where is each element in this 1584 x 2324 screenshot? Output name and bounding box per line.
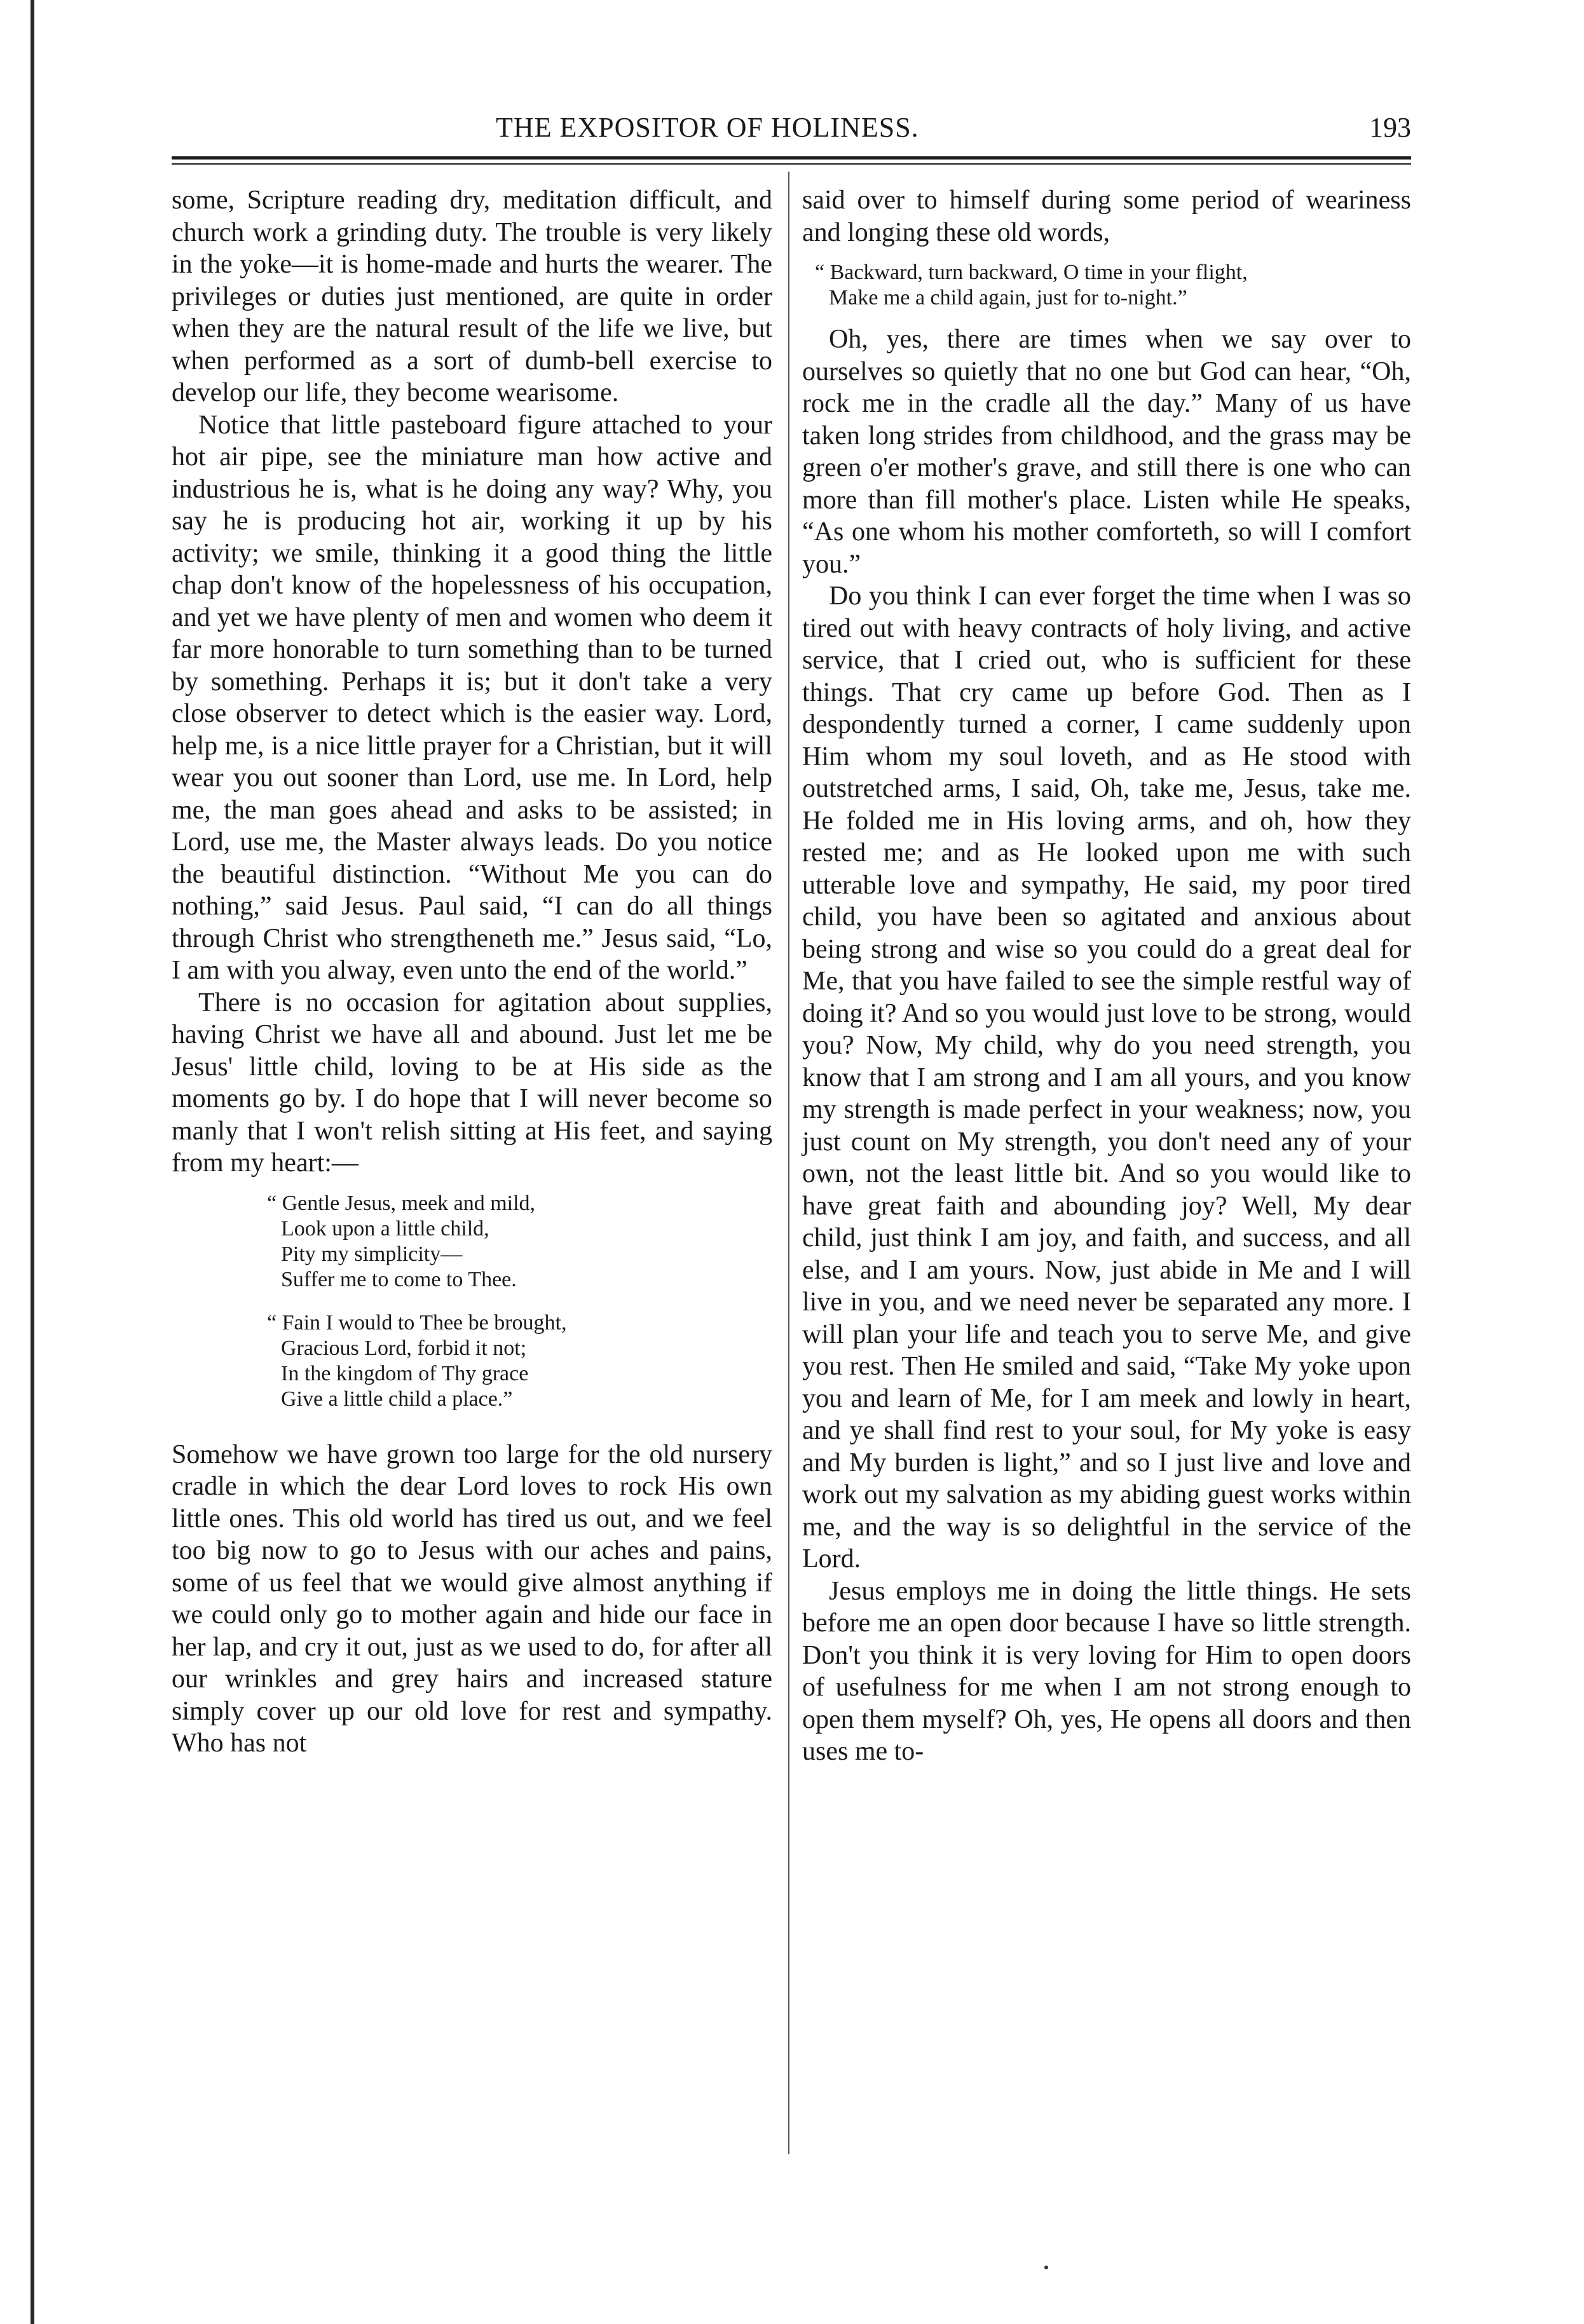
verse-line: “ Backward, turn backward, O time in your flight, (815, 261, 1248, 284)
right-paragraph-4: Jesus employs me in doing the little things. He sets before me an open door because I have so little strength. Don't you think it is very loving for Him to open doors of usefulness for me when I am not strong enough to open them myself? Oh, yes, He opens all doors and then uses me to- (802, 1576, 1411, 1766)
hymn-stanza-1 (172, 1191, 772, 1412)
verse-line: Suffer me to come to Thee. (281, 1267, 517, 1291)
right-paragraph-3: Do you think I can ever forget the time when I was so tired out with heavy contracts of holy living, and active service, that I cried out, who is sufficient for these things. That cry came up before God. Then as I despondently turned a corner, I came suddenly upon Him whom my soul loveth, and as He stood with outstretched arms, I said, Oh, take me, Jesus, take me. He folded me in His loving arms, and oh, how they rested me; and as He looked upon me with such utterable love and sympathy, He said, my poor tired child, you have been so agitated and anxious about being strong and wise so you could do a great deal for Me, that you have failed to see the simple restful way of doing it? And so you would just love to be strong, would you? Now, My child, why do you need strength, you know that I am strong and I am all yours, and you know my strength is made perfect in your weakness; now, you just count on My strength, you don't need any of your own, not the least little bit. And so you would like to have great faith and abounding joy? Well, My dear child, just think I am joy, and faith, and success, and all else, and I am yours. Now, just abide in Me and I will live in you, and we need never be separated any more. I will plan your life and teach you to serve Me, and give you rest. Then He smiled and said, “Take My yoke upon you and learn of Me, for I am meek and lowly in heart, and ye shall find rest to your soul, for My yoke is easy and My burden is light,” and so I just live and love and work out my salvation as my abiding guest works within me, and the way is so delightful in the service of the Lord. (802, 581, 1411, 1573)
page-header (172, 111, 1411, 149)
header-rule-thin (172, 163, 1411, 165)
left-paragraph-3: There is no occasion for agitation about supplies, having Christ we have all and abound. Just let me be Jesus' little child, loving to be at His side as the moments go by. I do hope that I will never become so manly that I won't relish sitting at His feet, and saying from my heart:— (172, 988, 772, 1178)
print-speck (1044, 2266, 1048, 2269)
running-title: THE EXPOSITOR OF HOLINESS. (496, 112, 919, 143)
verse-line: Make me a child again, just for to-night.” (829, 286, 1187, 309)
left-paragraph-2: Notice that little pasteboard figure attached to your hot air pipe, see the miniature man how active and industrious he is, what is he doing any way? Why, you say he is producing hot air, working it up by his activity; we smile, thinking it a good thing the little chap don't know of the hopelessness of his occupation, and yet we have plenty of men and women who deem it far more honorable to turn something than to be turned by something. Perhaps it is; but it don't take a very close observer to detect which is the easier way. Lord, help me, is a nice little prayer for a Christian, but it will wear you out sooner than Lord, use me. In Lord, help me, the man goes ahead and asks to be assisted; in Lord, use me, the Master always leads. Do you notice the beautiful distinction. “Without Me you can do nothing,” said Jesus. Paul said, “I can do all things through Christ who strengtheneth me.” Jesus said, “Lo, I am with you alway, even unto the end of the world.” (172, 410, 772, 985)
verse-line: Pity my simplicity— (281, 1242, 463, 1266)
left-column (172, 184, 772, 1760)
column-divider (788, 172, 789, 2154)
page-spine-edge (31, 0, 34, 2324)
page-number: 193 (1369, 112, 1411, 143)
verse-line: In the kingdom of Thy grace (281, 1361, 529, 1385)
verse-line: Give a little child a place.” (281, 1387, 513, 1411)
left-paragraph-1: some, Scripture reading dry, meditation difficult, and church work a grinding duty. The trouble is very likely in the yoke—it is home-made and hurts the wearer. The privileges or duties just mentioned, are quite in order when they are the natural result of the life we live, but when performed as a sort of dumb-bell exercise to develop our life, they become wearisome. (172, 186, 772, 407)
verse-line: “ Gentle Jesus, meek and mild, (267, 1191, 536, 1215)
verse-line: “ Fain I would to Thee be brought, (267, 1310, 567, 1335)
verse-line: Look upon a little child, (281, 1216, 489, 1240)
right-paragraph-2: Oh, yes, there are times when we say over to ourselves so quietly that no one but God can hear, “Oh, rock me in the cradle all the day.” Many of us have taken long strides from childhood, and the grass may be green o'er mother's grave, and still there is one who can more than fill mother's place. Listen while He speaks, “As one whom his mother comforteth, so will I comfort you.” (802, 325, 1411, 579)
right-column (802, 184, 1411, 1768)
quoted-verse (802, 260, 1411, 311)
header-rule-thick (172, 156, 1411, 160)
verse-line: Gracious Lord, forbid it not; (281, 1336, 527, 1360)
left-paragraph-4: Somehow we have grown too large for the old nursery cradle in which the dear Lord loves to rock His own little ones. This old world has tired us out, and we feel too big now to go to Jesus with our aches and pains, some of us feel that we would give almost anything if we could only go to mother again and hide our face in her lap, and cry it out, just as we used to do, for after all our wrinkles and grey hairs and increased stature simply cover up our old love for rest and sympathy. Who has not (172, 1439, 772, 1758)
right-paragraph-1: said over to himself during some period of weariness and longing these old words, (802, 186, 1411, 247)
